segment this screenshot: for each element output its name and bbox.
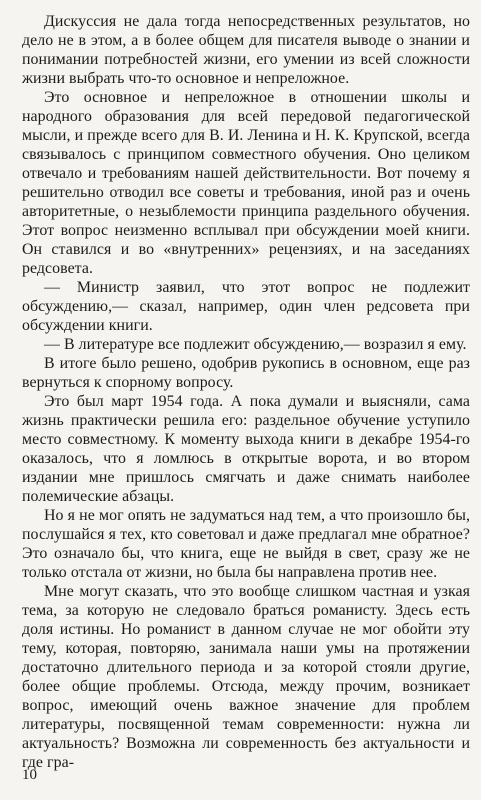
paragraph-2: Это основное и непреложное в отношении школы и народного образования для всей передовой педагогической мысли, и прежде всего для В. И. Ленина и Н. К. Крупской, всегда связывалось с принципом совместного обучения. Оно целиком отвечало и требованиям нашей действительности. Вот почему я решительно отводил все советы и требования, иной раз и очень авторитетные, о незыблемости принципа раздельного обучения. Этот вопрос неизменно всплывал при обсуждении моей книги. Он ставился и во «внутренних» рецензиях, и на заседаниях редсовета. bbox=[22, 89, 470, 277]
paragraph-4: — В литературе все подлежит обсуждению,— возразил я ему. bbox=[44, 336, 467, 353]
paragraph-7: Но я не мог опять не задуматься над тем, а что произошло бы, послушайся я тех, кто советовал и даже предлагал мне обратное? Это означало бы, что книга, еще не выйдя в свет, сразу же не только отстала от жизни, но была бы направлена против нее. bbox=[22, 507, 470, 581]
paragraph-6: Это был март 1954 года. А пока думали и выясняли, сама жизнь практически решила его: раздельное обучение уступило место совместному. К моменту выхода книги в декабре 1954-го оказалось, что я ломлюсь в открытые ворота, и во втором издании мне пришлось смягчать и даже снимать наиболее полемические абзацы. bbox=[22, 393, 470, 505]
paragraph-3: — Министр заявил, что этот вопрос не подлежит обсуждению,— сказал, например, один член редсовета при обсуждении книги. bbox=[22, 279, 470, 334]
paragraph-5: В итоге было решено, одобрив рукопись в основном, еще раз вернуться к спорному вопросу. bbox=[22, 355, 470, 391]
body-text bbox=[22, 12, 470, 772]
page-number: 10 bbox=[22, 767, 37, 783]
paragraph-1: Дискуссия не дала тогда непосредственных результатов, но дело не в этом, а в более общем для писателя выводе о знании и понимании потребностей жизни, его умении из всей сложности жизни выбрать что-то основное и непреложное. bbox=[22, 13, 470, 87]
paragraph-8: Мне могут сказать, что это вообще слишком частная и узкая тема, за которую не следовало браться романисту. Здесь есть доля истины. Но романист в данном случае не мог обойти эту тему, которая, повторяю, занимала наши умы на протяжении достаточно длительного периода и за которой стояли другие, более общие проблемы. Отсюда, между прочим, возникает вопрос, имеющий очень важное значение для проблем литературы, посвященной темам современности: нужна ли актуальность? Возможна ли современность без актуальности и где гра- bbox=[22, 583, 470, 771]
